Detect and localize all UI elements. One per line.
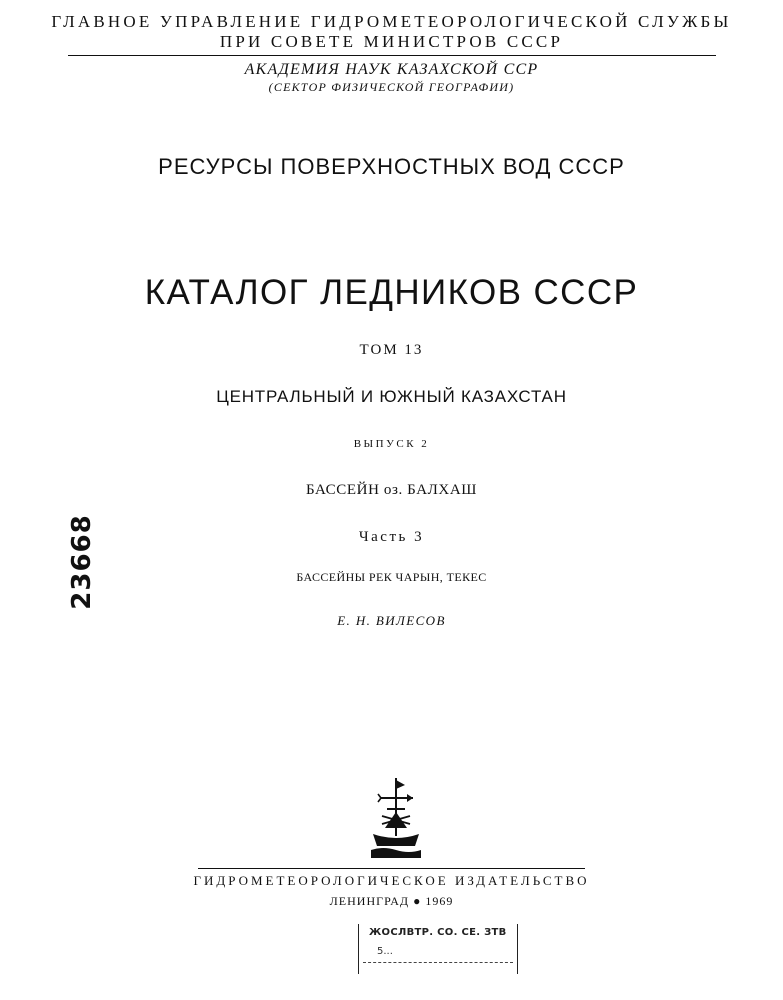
stamp-dotted-line	[363, 962, 513, 963]
stamp-text-line-1: ЖОСЛВТР. СО. СЕ. ЗТВ	[369, 927, 507, 938]
publisher-name: ГИДРОМЕТЕОРОЛОГИЧЕСКОЕ ИЗДАТЕЛЬСТВО	[193, 873, 590, 888]
inventory-number-stamp	[64, 512, 100, 612]
basin-title: БАССЕЙН оз. БАЛХАШ	[305, 482, 478, 498]
series-title: РЕСУРСЫ ПОВЕРХНОСТНЫХ ВОД СССР	[158, 154, 625, 179]
weathervane-ship-logo-icon	[369, 776, 423, 860]
sector-name: (СЕКТОР ФИЗИЧЕСКОЙ ГЕОГРАФИИ)	[268, 80, 515, 94]
part-number: Часть 3	[358, 529, 425, 545]
publisher-divider	[198, 868, 585, 869]
main-title: КАТАЛОГ ЛЕДНИКОВ СССР	[144, 273, 639, 312]
organization-line-1: ГЛАВНОЕ УПРАВЛЕНИЕ ГИДРОМЕТЕОРОЛОГИЧЕСКОЙ СЛУЖБЫ	[51, 12, 732, 31]
academy-name: АКАДЕМИЯ НАУК КАЗАХСКОЙ ССР	[244, 61, 539, 78]
inventory-number: 23668	[67, 514, 97, 610]
stamp-text-line-2: 5...	[377, 946, 393, 957]
header-divider	[68, 55, 716, 56]
volume-number: ТОМ 13	[359, 342, 424, 358]
organization-line-2: ПРИ СОВЕТЕ МИНИСТРОВ СССР	[219, 32, 564, 51]
rivers-title: БАССЕЙНЫ РЕК ЧАРЫН, ТЕКЕС	[296, 570, 487, 584]
publication-city-year: ЛЕНИНГРАД ● 1969	[329, 894, 454, 908]
author-name: Е. Н. ВИЛЕСОВ	[337, 613, 446, 628]
library-stamp	[358, 924, 518, 974]
region-title: ЦЕНТРАЛЬНЫЙ И ЮЖНЫЙ КАЗАХСТАН	[216, 387, 567, 406]
issue-number: ВЫПУСК 2	[353, 438, 430, 450]
